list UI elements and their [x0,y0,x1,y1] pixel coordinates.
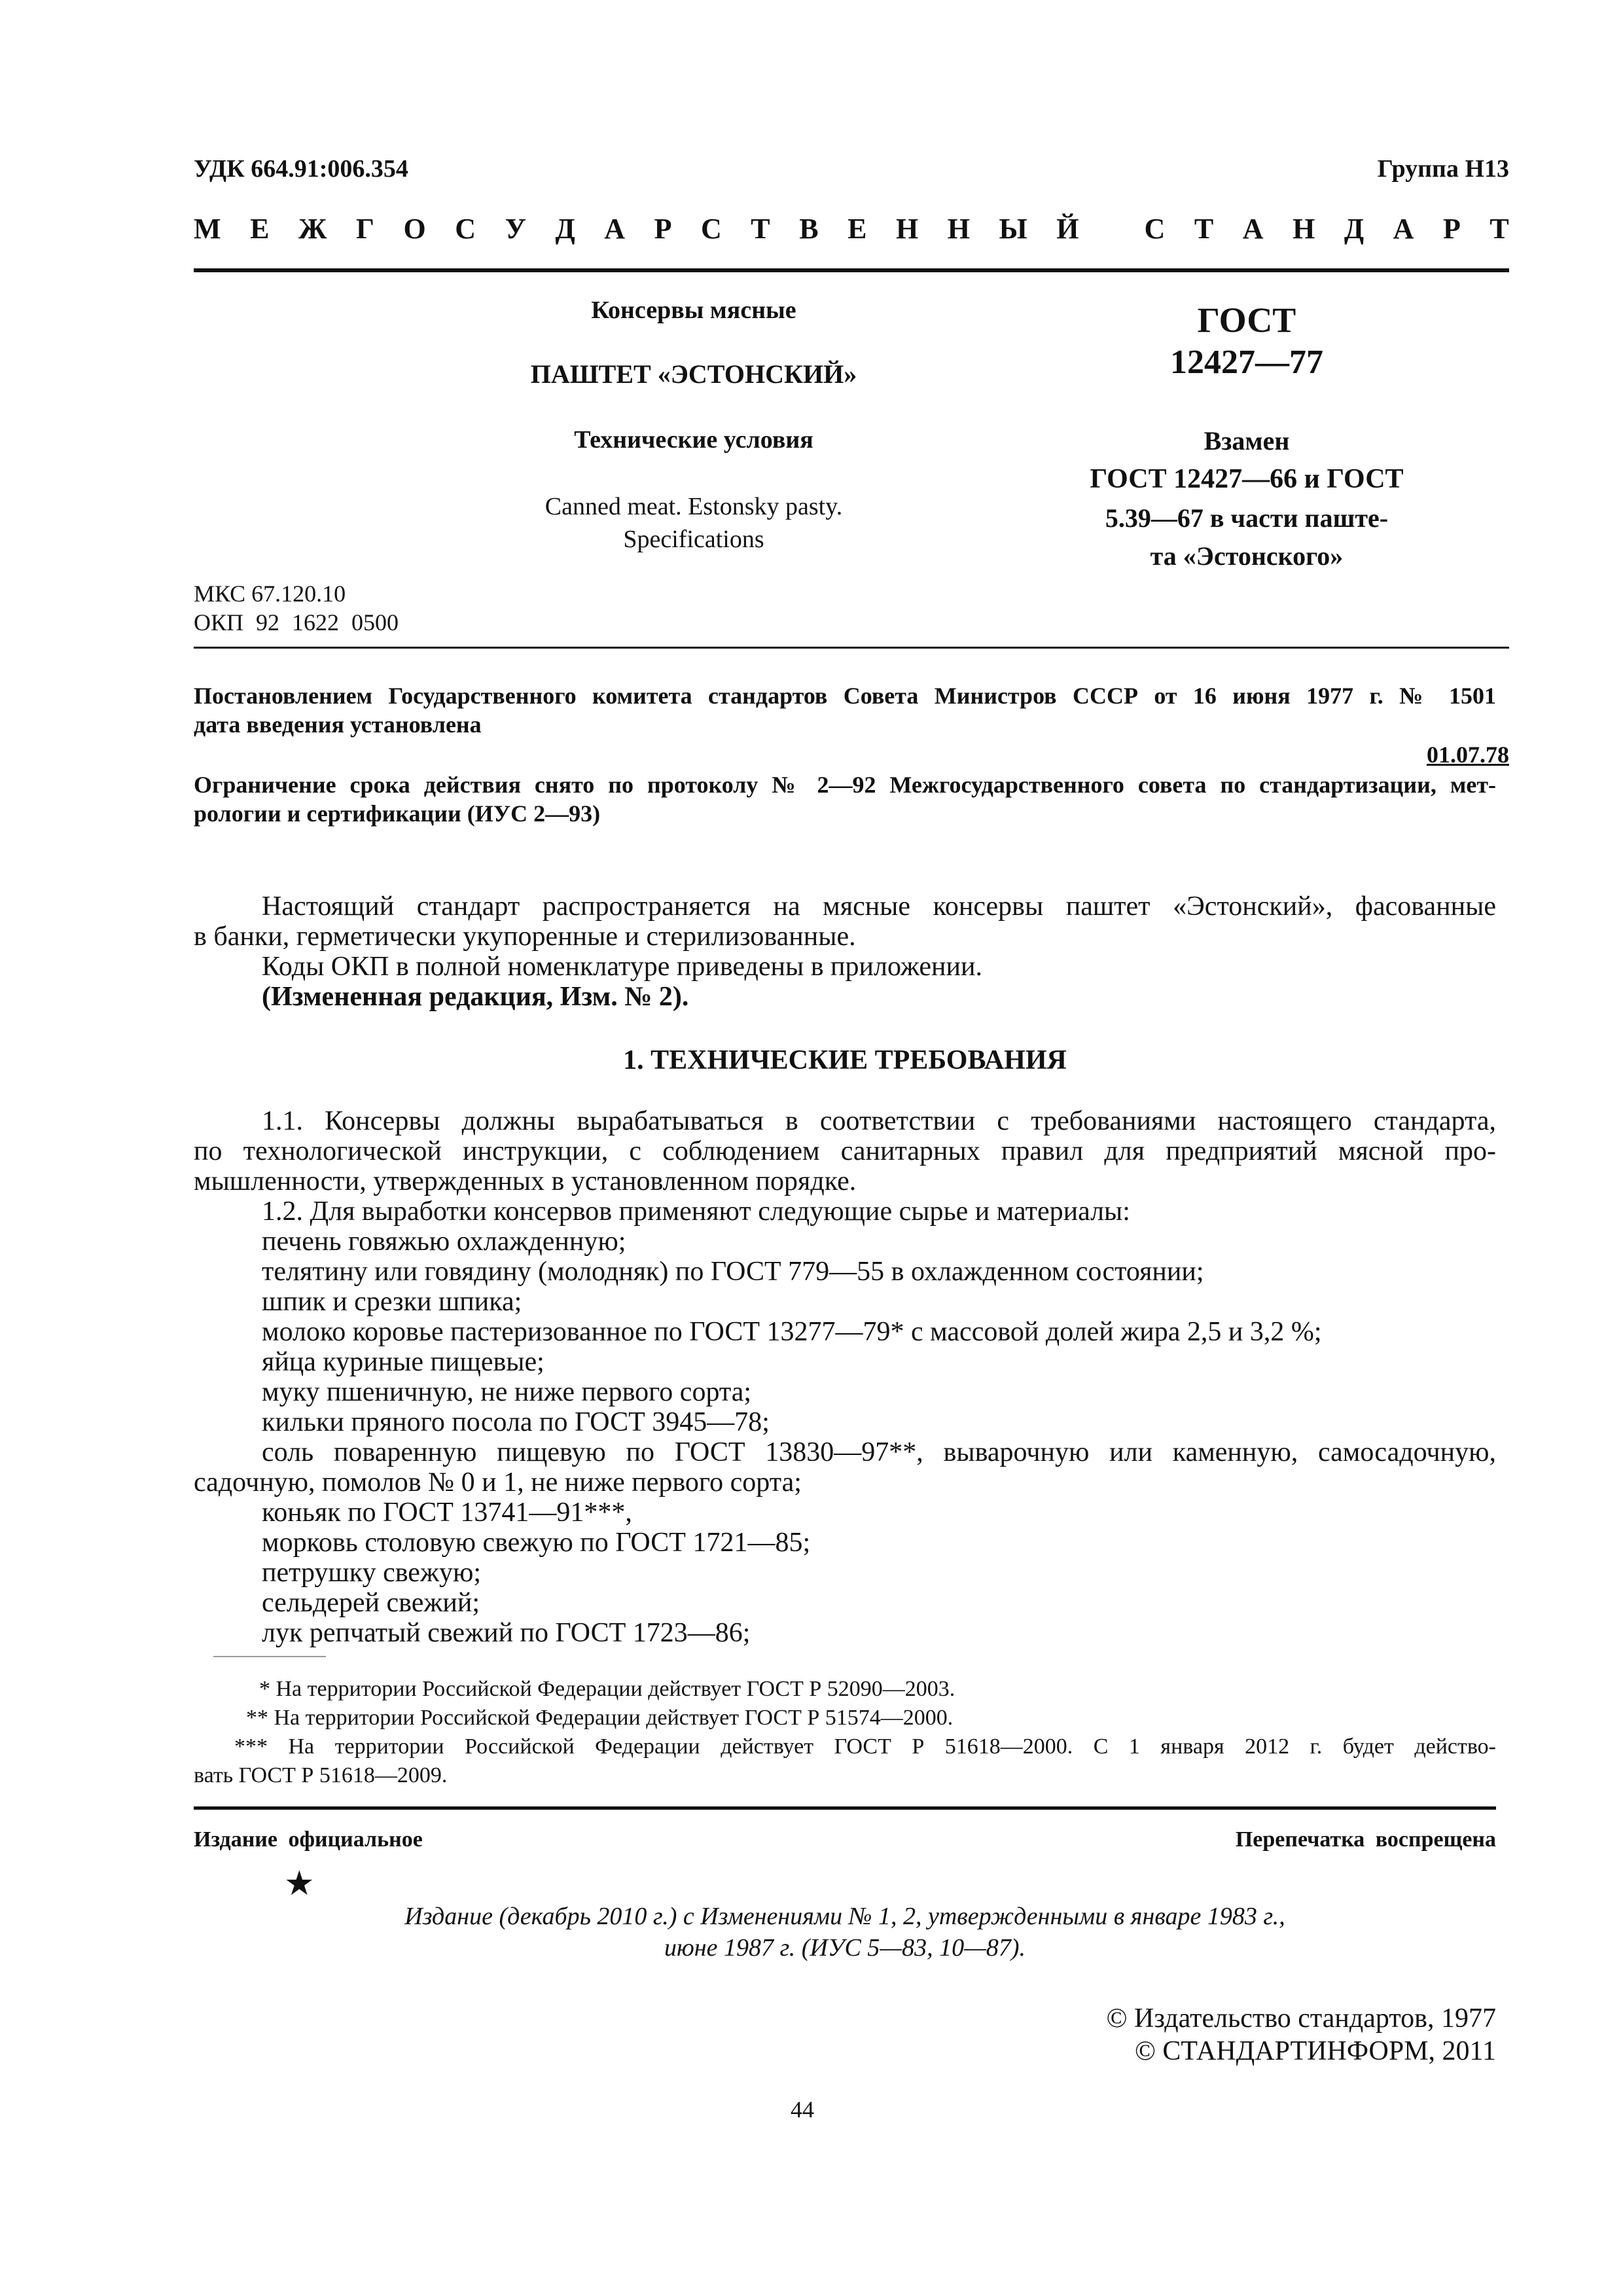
interstate-letter: Й [1056,213,1079,245]
spec-title: Технические условия [574,426,813,454]
gost-label: ГОСТ [1197,300,1296,340]
official-edition: Издание официальное [194,1827,423,1852]
group-code: Группа Н13 [1377,155,1509,183]
footnote-1: * На территории Российской Федерации действует ГОСТ Р 52090—2003. [259,1677,955,1701]
copyright-1977: © Издательство стандартов, 1977 [1106,2003,1496,2034]
list-item: сельдерей свежий; [262,1588,480,1618]
interstate-letter: Е [847,213,867,245]
interstate-letter: А [1393,213,1414,245]
clause-1-1-line2: по технологической инструкции, с соблюдением санитарных правил для предприятий мясной про- [194,1136,1496,1166]
interstate-letter: Р [1442,213,1461,245]
intro-amendment: (Измененная редакция, Изм. № 2). [262,982,689,1012]
list-item: яйца куриные пищевые; [262,1347,544,1377]
interstate-letter: Т [1194,213,1214,245]
interstate-letter: Е [250,213,270,245]
decree-line1: Постановлением Государственного комитета стандартов Совета Министров СССР от 16 июня 1977 г. № 1501 [194,683,1496,709]
replaces-line3: та «Эстонского» [1150,541,1344,571]
list-item-continuation: садочную, помолов № 0 и 1, не ниже первого сорта; [194,1467,802,1498]
mks-code: МКС 67.120.10 [194,581,346,607]
page-number: 44 [791,2096,814,2123]
replaces-line1: ГОСТ 12427—66 и ГОСТ [1090,464,1404,494]
footnote-separator [213,1656,326,1657]
clause-1-1-line1: 1.1. Консервы должны вырабатываться в соответствии с требованиями настоящего стандарта, [262,1106,1496,1136]
reprint-forbidden: Перепечатка воспрещена [1235,1827,1496,1852]
interstate-letter: А [604,213,626,245]
replaces-line2: 5.39—67 в части паште- [1105,503,1389,533]
product-name: ПАШТЕТ «ЭСТОНСКИЙ» [530,359,857,389]
list-item: телятину или говядину (молодняк) по ГОСТ 779—55 в охлажденном состоянии; [262,1257,1204,1287]
udk-code: УДК 664.91:006.354 [194,155,408,183]
footnote-2: ** На территории Российской Федерации действует ГОСТ Р 51574—2000. [246,1706,954,1730]
title-block-rule [194,647,1509,649]
clause-1-1-line3: мышленности, утвержденных в установленном порядке. [194,1166,857,1196]
list-item: морковь столовую свежую по ГОСТ 1721—85; [262,1528,811,1558]
interstate-letter: Д [1344,213,1364,245]
intro-line1: Настоящий стандарт распространяется на мясные консервы паштет «Эстонский», фасованные [262,891,1496,922]
list-item: соль поваренную пищевую по ГОСТ 13830—97**, выварочную или каменную, самосадочную, [262,1437,1496,1467]
interstate-letter: Н [947,213,970,245]
replaces-label: Взамен [1204,426,1290,456]
interstate-letter: С [700,213,722,245]
interstate-letter: Ы [999,213,1027,245]
edition-note-line2: июне 1987 г. (ИУС 5—83, 10—87). [664,1934,1026,1962]
limit-line1: Ограничение срока действия снято по протоколу № 2—92 Межгосударственного совета по стандартизации, мет- [194,772,1496,798]
footnote-3-line1: *** На территории Российской Федерации действует ГОСТ Р 51618—2000. С 1 января 2012 г. будет действо- [234,1734,1496,1759]
interstate-letter: Н [895,213,919,245]
interstate-standard-title [194,212,1509,245]
interstate-letter: Т [751,213,770,245]
limit-line2: рологии и сертификации (ИУС 2—93) [194,800,601,827]
copyright-2011: © СТАНДАРТИНФОРМ, 2011 [1135,2036,1496,2066]
interstate-letter: С [455,213,476,245]
english-title-line1: Canned meat. Estonsky pasty. [544,493,843,520]
list-item: кильки пряного посола по ГОСТ 3945—78; [262,1407,770,1437]
footer-rule [194,1806,1496,1810]
interstate-letter: В [799,213,819,245]
product-category: Консервы мясные [591,296,796,324]
interstate-letter: Н [1293,213,1315,245]
interstate-letter: Р [654,213,672,245]
list-item: печень говяжью охлажденную; [262,1227,626,1257]
interstate-letter: А [1242,213,1264,245]
edition-note-line1: Издание (декабрь 2010 г.) с Изменениями № 1, 2, утвержденными в январе 1983 г., [404,1903,1285,1930]
interstate-letter: М [194,213,221,245]
interstate-letter: О [403,213,426,245]
intro-okp-note: Коды ОКП в полной номенклатуре приведены в приложении. [262,952,982,982]
interstate-letter: Г [356,213,374,245]
intro-line2: в банки, герметически укупоренные и стерилизованные. [194,922,856,952]
header-rule [194,268,1509,272]
decree-date: 01.07.78 [1427,742,1509,768]
star-icon: ★ [284,1864,315,1903]
okp-code: ОКП 92 1622 0500 [194,609,399,636]
interstate-letter [1108,212,1115,245]
interstate-letter: С [1144,213,1166,245]
list-item: шпик и срезки шпика; [262,1287,522,1317]
interstate-letter: У [505,213,526,245]
interstate-letter: Д [555,213,575,245]
clause-1-2: 1.2. Для выработки консервов применяют следующие сырье и материалы: [262,1196,1130,1227]
decree-line2: дата введения установлена [194,711,482,738]
list-item: коньяк по ГОСТ 13741—91***, [262,1498,632,1528]
interstate-letter: Т [1489,213,1509,245]
footnote-3-line2: вать ГОСТ Р 51618—2009. [194,1763,448,1787]
list-item: муку пшеничную, не ниже первого сорта; [262,1377,752,1407]
gost-number: 12427—77 [1170,344,1323,381]
section-heading: 1. ТЕХНИЧЕСКИЕ ТРЕБОВАНИЯ [623,1045,1067,1075]
interstate-letter: Ж [298,213,327,245]
list-item: молоко коровье пастеризованное по ГОСТ 13277—79* с массовой долей жира 2,5 и 3,2 %; [262,1317,1322,1347]
english-title-line2: Specifications [623,526,764,553]
list-item: петрушку свежую; [262,1558,482,1588]
list-item: лук репчатый свежий по ГОСТ 1723—86; [262,1618,751,1648]
